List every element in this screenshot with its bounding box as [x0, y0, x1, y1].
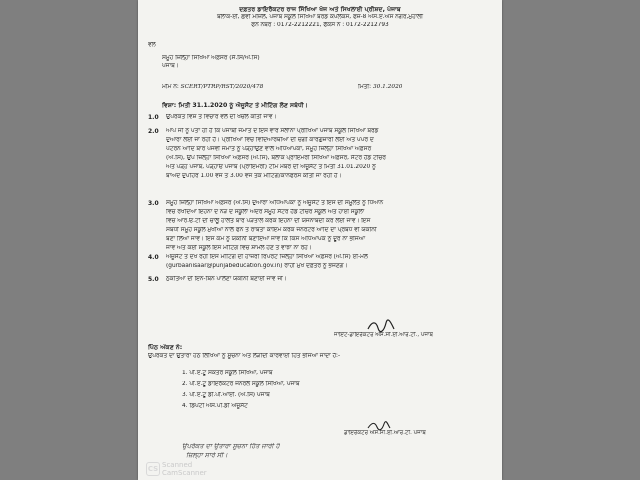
paragraph-line: ਵਿੱਚ ਰੱਖਦਿਆਂ ਇਹਨਾਂ ਦੇ ਨੇੜੇ ਦੇ ਸਕੂਲਾਂ ਅੰਦਰ ਸਮੂਹ ਸੈਂਟਰ ਹੈੱਡ ਟੀਚਰ ਸਕੂਲ ਅਤੇ ਹਾਈ ਸਕੂਲਾਂ — [166, 209, 365, 215]
paragraph-number: 3.0 — [148, 200, 159, 207]
paragraph-line: ਬਾਅਦ ਦੁਪਹਿਰ 1.00 ਵਜੇ ਤੋਂ 3.00 ਵਜੇ ਤੱਕ ਮੀਟਿੰਗ/ਕਾਨਫਰੰਸ ਕੀਤੀ ਜਾ ਰਹੀ ਹੈ। — [166, 173, 342, 179]
memo-number-value: SCERT/PTRP/RST/2020/478 — [180, 84, 264, 90]
paragraph-number: 5.0 — [148, 276, 159, 283]
letterhead-office: ਦਫ਼ਤਰ ਡਾਇਰੈਕਟਰ ਰਾਜ ਸਿੱਖਿਆ ਖੋਜ ਅਤੇ ਸਿਖਲਾਈ ਪ੍ਰੀਸ਼ਦ, ਪੰਜਾਬ — [239, 6, 401, 13]
endorsement-item: 1. ਪੀ.ਏ.ਟੂ ਸਕੱਤਰ ਸਕੂਲ ਸਿੱਖਿਆ, ਪੰਜਾਬ — [182, 370, 273, 376]
paragraph-line: ਦੁਆਰਾ ਲਈ ਜਾ ਰਹੀ ਹੈ। ਪ੍ਰੀਖਿਆ ਵਿੱਚ ਵਿਦਿਆਰਥੀਆਂ ਦੀ ਚੰਗੀ ਕਾਰਗੁਜ਼ਾਰੀ ਲਈ ਅਤੇ ਪੇਪਰ ਦੇ — [166, 137, 374, 143]
paragraph-line: ਉਪਰੋਕਤ ਵਿਸ਼ੇ ਤੇ ਵਿਚਾਰ ਵੱਲ ਦੀ ਖੇਚਲ ਕੀਤੀ ਜਾਵੇ। — [166, 114, 277, 120]
memo-date-label: ਮਿਤੀ: — [358, 84, 372, 90]
paragraph-line: ਆਪ ਜੀ ਨੂੰ ਪਤਾ ਹੀ ਹੈ ਕਿ ਪੰਜਾਬੀ ਜਮਾਤ ਦੇ ਇਸ ਵਾਰ ਸਲਾਨਾ ਪ੍ਰੀਖਿਆ ਪੰਜਾਬ ਸਕੂਲ ਸਿੱਖਿਆ ਬੋਰਡ — [166, 128, 379, 134]
memo-date-value: 30.1.2020 — [372, 84, 403, 90]
paragraph-number: 4.0 — [148, 254, 159, 261]
subject-line: ਵਿਸ਼ਾ: ਮਿਤੀ 31.1.2020 ਨੂੰ ਐਜੂਸੈਟ ਤੇ ਮੀਟਿੰਗ ਲੈਣ ਸਬੰਧੀ। — [162, 102, 308, 109]
handwritten-note-line-1: ਉਪਰੋਕਤ ਦਾ ਉਤਾਰਾ ਸੂਚਨਾ ਹਿੱਤ ਜਾਰੀ ਹੈ — [182, 443, 280, 450]
memo-number-label: ਮੀਮੋ ਨੰ: — [162, 84, 179, 90]
paragraph-line: ਐਜੂਸੈਟ ਤੇ ਦੇਖ ਰਹੀ ਇਸ ਮੀਟਿੰਗ ਦੀ ਹਾਜ਼ਰੀ ਰਿਪੋਰਟ ਜ਼ਿਲ੍ਹਾ ਸਿੱਖਿਆ ਅਫ਼ਸਰ (ਐ.ਸਿੱ) ਈ-ਮੇਲ — [166, 254, 368, 260]
watermark-line-1: Scanned — [162, 461, 193, 469]
paragraph-line: ਬਣਾ ਲਿਆ ਜਾਵੇ। ਇਸ ਕੰਮ ਨੂੰ ਯਕੀਨੀ ਬਣਾਇਆ ਜਾਵੇ ਕਿ ਕਿਸੇ ਅਧਿਆਪਕ ਨੂੰ ਦੂਰ ਨਾ ਭੇਜਿਆ — [166, 236, 365, 242]
endorsement-intro: ਉਪਰੋਕਤ ਦਾ ਉਤਾਰਾ ਹੇਠ ਲਿਖਿਆਂ ਨੂੰ ਸੂਚਨਾ ਅਤੇ ਲੋੜੀਂਦੀ ਕਾਰਵਾਈ ਹਿੱਤ ਭੇਜਿਆ ਜਾਂਦਾ ਹੈ:- — [148, 353, 341, 359]
endorsement-label: ਪਿੱਠ ਅੰਕਣ ਨੰ: — [148, 344, 183, 351]
endorsement-item: 2. ਪੀ.ਏ.ਟੂ ਡਾਇਰੈਕਟਰ ਜਨਰਲ ਸਕੂਲ ਸਿੱਖਿਆ, ਪੰਜਾਬ — [182, 381, 300, 387]
recipient-line-2: ਪੰਜਾਬ। — [162, 63, 179, 69]
recipient-line-1: ਸਮੂਹ ਜ਼ਿਲ੍ਹਾ ਸਿੱਖਿਆ ਅਫ਼ਸਰ (ਸੈ.ਸਿੱ/ਐ.ਸਿੱ) — [162, 55, 260, 61]
paragraph-line: ਸਬੰਧੀ ਸਮੂਹ ਸਕੂਲ ਮੁਖੀਆਂ ਨਾਲ ਫੋਨ ਤੇ ਰਾਬਤਾ ਕਾਇਮ ਕਰਕੇ ਜਨਰੇਟਰ ਆਦਿ ਦਾ ਪ੍ਰਬੰਧ ਵੀ ਯਕੀਨੀ — [166, 227, 377, 233]
signature-title: ਜਾਇੰਟ-ਡਾਇਰੈਕਟਰ ਐਸ.ਸੀ.ਈ.ਆਰ.ਟੀ., ਪੰਜਾਬ — [334, 332, 433, 338]
letterhead-phone: ਫੋਨ ਨੰਬਰ : 0172-2212221, ਫੈਕਸ ਨੰ : 0172-2212793 — [251, 22, 389, 28]
endorsement-item: 4. ਡਿਪਟੀ ਐਸ.ਪੀ.ਡੀ ਐਜੂਸੈਟ — [182, 403, 248, 409]
paragraph-line: ਪੈਟਰਨ ਆਦਿ ਬਾਰੇ ਪੰਜਵੀਂ ਜਮਾਤ ਨੂੰ ਪੜ੍ਹਾਉਣ ਵਾਲੇ ਅਧਿਆਪਕਾਂ, ਸਮੂਹ ਜ਼ਿਲ੍ਹਾ ਸਿੱਖਿਆ ਅਫ਼ਸਰ — [166, 146, 372, 152]
endorsement-title: ਡਾਇਰੈਕਟਰ ਐਸ.ਸੀ.ਈ.ਆਰ.ਟੀ. ਪੰਜਾਬ — [344, 430, 426, 436]
document-page — [138, 0, 502, 480]
to-label: ਵੱਲ — [148, 42, 156, 48]
memo-number — [162, 84, 263, 91]
paragraph-number: 2.0 — [148, 128, 159, 135]
paragraph-line: ਵਿੱਚ ਆਰ.ਓ.ਟੀ ਦੀ ਚਾਲੂ ਹਾਲਤ ਬਾਰੇ ਪੜਤਾਲ ਕਰਕੇ ਇਹਨਾਂ ਦੀ ਯੋਜਨਾਬੰਦੀ ਕਰ ਲਈ ਜਾਵੇ। ਇਸ — [166, 218, 371, 224]
paragraph-line: (gurbaanisaar@punjabeducation.gov.in) ਰਾਹੀਂ ਮੁੱਖ ਦਫ਼ਤਰ ਨੂੰ ਭੇਜਣਗੇ। — [166, 263, 348, 269]
camscanner-logo-icon: CS — [146, 462, 160, 476]
signature-scribble-icon — [366, 319, 396, 333]
memo-date — [358, 84, 402, 91]
paragraph-line: ਨੁਕਤਿਆਂ ਦੀ ਇੰਨ-ਬਿੰਨ ਪਾਲਣਾ ਯਕੀਨੀ ਬਣਾਈ ਜਾਵੇ ਜੀ। — [166, 276, 287, 282]
watermark-line-2: CamScanner — [162, 469, 207, 477]
handwritten-note-line-2: ਜ਼ਿਲ੍ਹਾ ਸਾਰੇ ਸੀ। — [186, 452, 228, 459]
endorsement-item: 3. ਪੀ.ਏ.ਟੂ ਡੀ.ਪੀ.ਆਈ. (ਐ.ਸਿੱ) ਪੰਜਾਬ — [182, 392, 270, 398]
letterhead-address: ਬਲਾਕ-ਈ, ਛੇਵੀਂ ਮੰਜ਼ਿਲ, ਪੰਜਾਬ ਸਕੂਲ ਸਿੱਖਿਆ ਬੋਰਡ ਕੰਪਲੈਕਸ, ਫੇਜ਼-8 ਐਸ.ਏ.ਐਸ ਨਗਰ,ਮੁਹਾਲੀ — [217, 14, 423, 20]
paragraph-line: (ਐ.ਸਿੱ), ਉਪ ਜ਼ਿਲ੍ਹਾ ਸਿੱਖਿਆ ਅਫ਼ਸਰ (ਐ.ਸਿੱ), ਬਲਾਕ ਪ੍ਰਾਇਮਰੀ ਸਿੱਖਿਆ ਅਫ਼ਸਰ, ਸੈਂਟਰ ਹੈੱਡ ਟੀਚਰ — [166, 155, 386, 161]
paragraph-line: ਅਤੇ ਪੜ੍ਹੋ ਪੰਜਾਬ, ਪੜ੍ਹਾਓ ਪੰਜਾਬ (ਪ੍ਰਾਇਮਰੀ) ਟੀਮ ਮੈਂਬਰ ਦੀ ਐਜੂਸੈਟ ਤੇ ਮਿਤੀ 31.01.2020 ਨੂੰ — [166, 164, 376, 170]
paragraph-number: 1.0 — [148, 114, 159, 121]
paragraph-line: ਸਮੂਹ ਜ਼ਿਲ੍ਹਾ ਸਿੱਖਿਆ ਅਫ਼ਸਰ (ਐ.ਸਿੱ) ਦੁਆਰਾ ਅਧਿਆਪਕਾਂ ਨੂੰ ਐਜੂਸੈਟ ਤੇ ਇਸ ਦੀ ਸਮੂਲਤ ਨੂੰ ਧਿਆਨ — [166, 200, 384, 206]
paragraph-line: ਜਾਵੇ ਅਤੇ ਕੋਈ ਸਕੂਲ ਇਸ ਮੀਟਿੰਗ ਵਿੱਚ ਸ਼ਾਮਲ ਹੋਣ ਤੋਂ ਵਾਂਝਾ ਨਾ ਰਹੇ। — [166, 245, 312, 251]
